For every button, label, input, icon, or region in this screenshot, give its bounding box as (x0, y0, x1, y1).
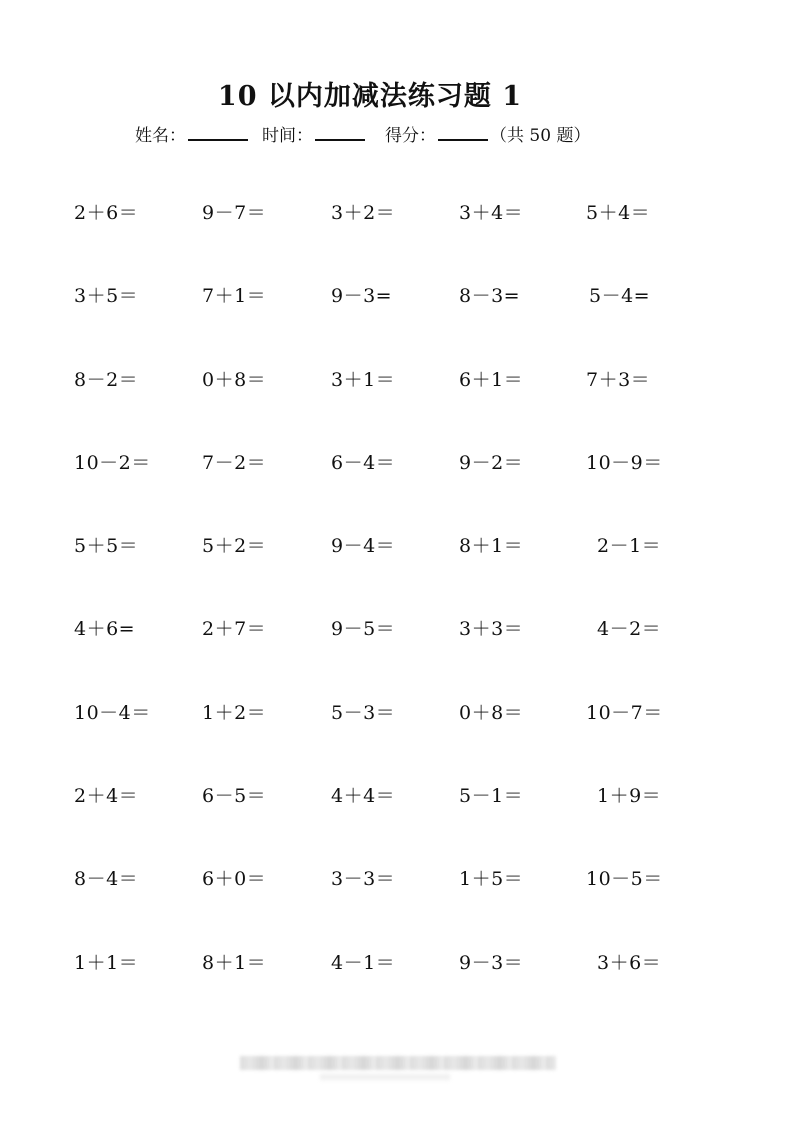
time-blank[interactable] (315, 123, 365, 141)
math-problem: 3＋3＝ (459, 618, 524, 641)
math-problem: 2－1＝ (597, 535, 662, 558)
problem-row (0, 198, 793, 281)
score-label: 得分： (385, 126, 436, 146)
math-problem: 9－5＝ (331, 618, 396, 641)
math-problem: 6＋1＝ (459, 368, 524, 391)
math-problem: 1＋1＝ (74, 951, 139, 974)
math-problem: 1＋2＝ (202, 701, 267, 724)
math-problem: 4－2＝ (597, 618, 662, 641)
math-problem: 3＋2＝ (331, 202, 396, 224)
math-problem: 10－5＝ (586, 868, 663, 891)
math-problem: 3－3＝ (331, 868, 396, 891)
math-problem: 10－7＝ (586, 701, 663, 724)
math-problem: 8－2＝ (74, 368, 139, 391)
math-problem: 2＋6＝ (74, 202, 139, 224)
problem-row (0, 448, 793, 531)
name-blank[interactable] (188, 123, 248, 141)
math-problem: 9－3= (331, 285, 393, 308)
total-note: （共 50 题） (490, 126, 591, 146)
time-label: 时间： (262, 126, 313, 146)
math-problem: 3＋5＝ (74, 285, 139, 308)
math-problem: 8＋1＝ (202, 951, 267, 974)
math-problem: 0＋8＝ (202, 368, 267, 391)
math-problem: 9－4＝ (331, 535, 396, 558)
math-problem: 7＋1＝ (202, 285, 267, 308)
math-problem: 6－4＝ (331, 451, 396, 474)
math-problem: 5－3＝ (331, 701, 396, 724)
name-label: 姓名： (135, 126, 186, 146)
math-problem: 2＋7＝ (202, 618, 267, 641)
math-problem: 3＋4＝ (459, 202, 524, 224)
math-problem: 7＋3＝ (586, 368, 651, 391)
math-problem: 4＋4＝ (331, 785, 396, 808)
math-problem: 4－1＝ (331, 951, 396, 974)
math-problem: 6－5＝ (202, 785, 267, 808)
math-problem: 5－4= (589, 285, 651, 308)
math-problem: 5＋2＝ (202, 535, 267, 558)
score-blank[interactable] (438, 123, 488, 141)
math-problem: 2＋4＝ (74, 785, 139, 808)
math-problem: 8＋1＝ (459, 535, 524, 558)
math-problem: 1＋5＝ (459, 868, 524, 891)
problem-row (0, 281, 793, 364)
blurred-watermark (240, 1056, 556, 1070)
problem-row (0, 698, 793, 781)
math-problem: 9－3＝ (459, 951, 524, 974)
problem-row (0, 531, 793, 614)
problem-row (0, 781, 793, 864)
worksheet-title: 10 以内加减法练习题 1 (217, 81, 523, 112)
math-problem: 0＋8＝ (459, 701, 524, 724)
math-problem: 8－4＝ (74, 868, 139, 891)
math-problem: 5－1＝ (459, 785, 524, 808)
math-problem: 3＋1＝ (331, 368, 396, 391)
math-problem: 9－7＝ (202, 202, 267, 224)
math-problem: 10－9＝ (586, 451, 663, 474)
math-problem: 8－3= (459, 285, 521, 308)
math-problem: 9－2＝ (459, 451, 524, 474)
math-problem: 6＋0＝ (202, 868, 267, 891)
problem-row (0, 864, 793, 947)
math-problem: 5＋5＝ (74, 535, 139, 558)
problem-row (0, 365, 793, 448)
math-problem: 10－2＝ (74, 451, 151, 474)
math-problem: 7－2＝ (202, 451, 267, 474)
student-info-line (135, 121, 590, 146)
problem-row (0, 614, 793, 697)
problem-row (0, 948, 793, 1031)
math-problem: 10－4＝ (74, 701, 151, 724)
problem-grid (0, 198, 793, 1031)
blurred-watermark-sub (320, 1074, 450, 1080)
math-problem: 4＋6= (74, 618, 136, 641)
math-problem: 5＋4＝ (586, 202, 651, 224)
math-problem: 3＋6＝ (597, 951, 662, 974)
math-problem: 1＋9＝ (597, 785, 662, 808)
